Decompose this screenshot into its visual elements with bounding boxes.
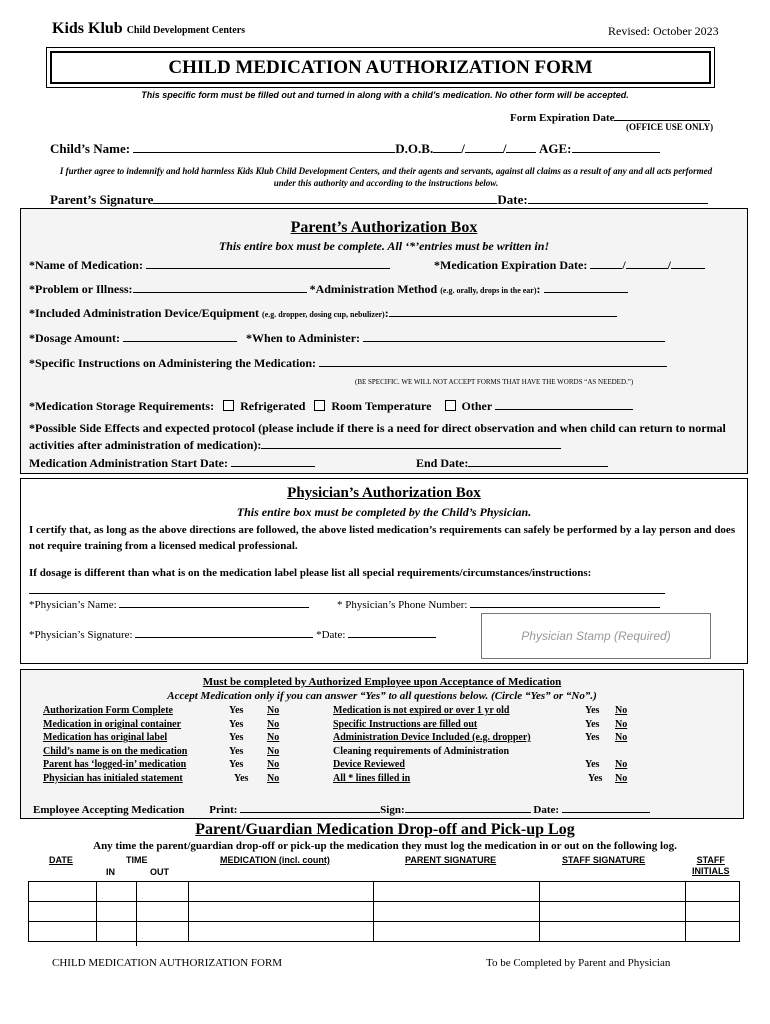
- checklist-item: Physician has initialed statement Yes No: [43, 772, 280, 784]
- dosage-diff-label: If dosage is different than what is on the medication label please list all special requirements/circumstances/instructions:: [29, 567, 592, 579]
- checklist-item: Cleaning requirements of Administration: [333, 745, 510, 757]
- yes-option[interactable]: Yes: [585, 759, 600, 770]
- log-title: Parent/Guardian Medication Drop-off and Pick-up Log: [195, 821, 575, 838]
- table-row: [29, 882, 740, 902]
- log-cell[interactable]: [29, 922, 97, 942]
- page-title: CHILD MEDICATION AUTHORIZATION FORM: [50, 51, 711, 84]
- other-checkbox[interactable]: [445, 400, 456, 411]
- sign-field[interactable]: [405, 800, 531, 813]
- log-cell[interactable]: [29, 882, 97, 902]
- exp-year-field[interactable]: [671, 256, 705, 269]
- instructions-field[interactable]: [319, 354, 667, 367]
- print-field[interactable]: [240, 800, 380, 813]
- checklist-item: Device Reviewed Yes No: [333, 759, 628, 770]
- log-cell[interactable]: [96, 922, 136, 942]
- subtitle-note: This specific form must be filled out and turned in along with a child’s medication. No other form will be accepted.: [141, 90, 629, 100]
- age-label: AGE:: [539, 141, 572, 156]
- log-cell[interactable]: [136, 902, 188, 922]
- log-header-staff-sig: STAFF SIGNATURE: [562, 855, 646, 865]
- brand-block: [52, 20, 245, 38]
- physician-date-label: *Date:: [316, 629, 346, 641]
- physician-box-subtitle: This entire box must be completed by the Child’s Physician.: [236, 505, 532, 519]
- yes-option[interactable]: Yes: [234, 772, 249, 784]
- checklist-item: Administration Device Included (e.g. dropper) Yes No: [333, 732, 628, 743]
- checklist-item: All * lines filled in Yes No: [333, 772, 628, 784]
- side-effects-label: *Possible Side Effects and expected protocol (please include if there is a need for direct observation and when child can return to normal activities after administration of medication):: [29, 421, 726, 452]
- log-header-out: OUT: [150, 867, 169, 877]
- log-cell[interactable]: [374, 922, 540, 942]
- start-date-label: Medication Administration Start Date:: [29, 456, 228, 470]
- physician-signature-label: *Physician’s Signature:: [29, 629, 133, 641]
- device-hint: (e.g. dropper, dosing cup, nebulizer): [262, 310, 385, 319]
- device-field[interactable]: [389, 304, 617, 317]
- other-label: Other: [461, 399, 492, 413]
- indemnify-text: I further agree to indemnify and hold harmless Kids Klub Child Development Centers, and their agents and servants, against all claims as a result of any and all acts performed under this authority and according to the instructions below.: [59, 166, 713, 188]
- log-cell[interactable]: [188, 922, 374, 942]
- checklist-item: Authorization Form Complete Yes No: [43, 705, 280, 716]
- employee-date-field[interactable]: [562, 800, 650, 813]
- device-label: *Included Administration Device/Equipment: [29, 306, 260, 320]
- other-storage-field[interactable]: [495, 397, 633, 410]
- no-option[interactable]: No: [267, 772, 280, 784]
- table-divider: [136, 942, 137, 946]
- physician-phone-field[interactable]: [470, 595, 660, 608]
- log-cell[interactable]: [686, 902, 740, 922]
- when-label: *When to Administer:: [246, 331, 361, 345]
- refrigerated-checkbox[interactable]: [223, 400, 234, 411]
- admin-method-field[interactable]: [544, 280, 628, 293]
- specific-note: (BE SPECIFIC. WE WILL NOT ACCEPT FORMS THAT HAVE THE WORDS “AS NEEDED.”): [355, 378, 634, 386]
- yes-option[interactable]: Yes: [585, 732, 600, 743]
- log-cell[interactable]: [686, 882, 740, 902]
- physician-authorization-box: [20, 478, 748, 664]
- checklist-item: Child’s name is on the medication Yes No: [43, 745, 280, 757]
- end-date-field[interactable]: [468, 454, 608, 467]
- instructions-label: *Specific Instructions on Administering the Medication:: [29, 356, 316, 370]
- parent-signature-row: [50, 191, 708, 208]
- employee-box-title: Must be completed by Authorized Employee upon Acceptance of Medication: [202, 676, 562, 688]
- exp-day-field[interactable]: [626, 256, 668, 269]
- table-row: [29, 902, 740, 922]
- log-cell[interactable]: [96, 902, 136, 922]
- no-option[interactable]: No: [267, 732, 280, 743]
- title-frame: [46, 47, 715, 88]
- end-date-row: [416, 454, 608, 471]
- log-cell[interactable]: [540, 922, 686, 942]
- admin-method-hint: (e.g. orally, drops in the ear): [440, 286, 537, 295]
- yes-option[interactable]: Yes: [229, 718, 244, 730]
- no-option[interactable]: No: [267, 718, 280, 730]
- parent-authorization-box: [20, 208, 748, 474]
- dosage-label: *Dosage Amount:: [29, 331, 121, 345]
- log-header-in: IN: [106, 867, 115, 877]
- refrigerated-label: Refrigerated: [240, 399, 306, 413]
- physician-phone-label: * Physician’s Phone Number:: [337, 599, 468, 611]
- checklist-item: Medication has original label Yes No: [43, 732, 280, 743]
- child-name-label: Child’s Name:: [50, 141, 131, 156]
- yes-option[interactable]: Yes: [588, 772, 603, 784]
- medication-name-field[interactable]: [146, 256, 390, 269]
- checklist-item: Parent has ‘logged-in’ medication Yes No: [43, 759, 280, 770]
- problem-row: *Problem or Illness: *Administration Method (e.g. orally, drops in the ear):: [29, 280, 628, 297]
- parent-date-field[interactable]: [528, 191, 708, 204]
- device-row: *Included Administration Device/Equipment (e.g. dropper, dosing cup, nebulizer):: [29, 304, 617, 321]
- when-field[interactable]: [363, 329, 665, 342]
- start-date-field[interactable]: [231, 454, 315, 467]
- employee-box-subtitle: Accept Medication only if you can answer “Yes” to all questions below. (Circle “Yes” or “No”.): [167, 690, 597, 702]
- physician-box-title: Physician’s Authorization Box: [287, 485, 481, 501]
- problem-field[interactable]: [133, 280, 307, 293]
- log-header-date: DATE: [49, 855, 73, 865]
- log-cell[interactable]: [374, 882, 540, 902]
- table-row: [29, 922, 740, 942]
- exp-month-field[interactable]: [590, 256, 622, 269]
- medication-name-row: [29, 256, 390, 273]
- yes-option[interactable]: Yes: [229, 759, 244, 770]
- checklist-item: Medication in original container Yes No: [43, 718, 280, 730]
- checklist-item: Medication is not expired or over 1 yr old Yes No: [333, 705, 628, 716]
- form-expiration-label: Form Expiration Date: [510, 112, 615, 124]
- no-option[interactable]: No: [267, 745, 280, 757]
- checklist-left: [43, 704, 279, 785]
- yes-option[interactable]: Yes: [585, 705, 600, 716]
- side-effects-row: [29, 421, 741, 453]
- room-temp-checkbox[interactable]: [314, 400, 325, 411]
- instructions-row: [29, 354, 667, 371]
- physician-date-field[interactable]: [348, 625, 436, 638]
- storage-label: *Medication Storage Requirements:: [29, 399, 215, 413]
- checklist-item: Specific Instructions are filled out Yes No: [333, 718, 628, 730]
- no-option[interactable]: No: [615, 759, 628, 770]
- footer-left: CHILD MEDICATION AUTHORIZATION FORM: [52, 957, 283, 969]
- employee-acceptance-box: [20, 669, 744, 819]
- expiration-row: *Medication Expiration Date: / /: [434, 256, 705, 273]
- physician-signature-row: [29, 625, 436, 641]
- log-cell[interactable]: [374, 902, 540, 922]
- start-date-row: [29, 454, 315, 471]
- office-use-note: (OFFICE USE ONLY): [626, 122, 714, 132]
- child-name-field[interactable]: [133, 140, 395, 153]
- dosage-field[interactable]: [123, 329, 237, 342]
- employee-accepting-row: [33, 800, 650, 816]
- log-cell[interactable]: [188, 882, 374, 902]
- no-option[interactable]: No: [267, 705, 280, 716]
- yes-option[interactable]: Yes: [229, 732, 244, 743]
- medication-name-label: *Name of Medication:: [29, 258, 143, 272]
- physician-phone-row: [337, 595, 660, 611]
- log-cell[interactable]: [686, 922, 740, 942]
- side-effects-field[interactable]: [261, 436, 561, 449]
- physician-name-field[interactable]: [119, 595, 309, 608]
- no-option[interactable]: No: [615, 732, 628, 743]
- log-subtitle: Any time the parent/guardian drop-off or pick-up the medication they must log the medication in or out on the following log.: [93, 840, 677, 852]
- revised-date: Revised: October 2023: [608, 24, 719, 38]
- age-field[interactable]: [572, 140, 660, 153]
- dob-month-field[interactable]: [433, 140, 461, 153]
- problem-label: *Problem or Illness:: [29, 282, 133, 296]
- dob-day-field[interactable]: [465, 140, 503, 153]
- log-cell[interactable]: [540, 882, 686, 902]
- physician-name-label: *Physician’s Name:: [29, 599, 117, 611]
- storage-row: [29, 397, 633, 414]
- log-header-medication: MEDICATION (incl. count): [220, 855, 330, 865]
- footer-right: To be Completed by Parent and Physician: [486, 957, 671, 969]
- physician-name-row: [29, 595, 309, 611]
- log-header-parent-sig: PARENT SIGNATURE: [405, 855, 497, 865]
- admin-method-label: *Administration Method: [309, 282, 438, 296]
- yes-option[interactable]: Yes: [585, 718, 600, 730]
- parent-signature-label: Parent’s Signature: [50, 192, 154, 207]
- yes-option[interactable]: Yes: [229, 745, 244, 757]
- brand-name: Kids Klub: [52, 20, 123, 37]
- employee-label: Employee Accepting Medication: [33, 804, 185, 816]
- physician-signature-field[interactable]: [135, 625, 313, 638]
- brand-subtitle: Child Development Centers: [126, 25, 246, 36]
- physician-certify-text: I certify that, as long as the above directions are followed, the above listed medication’s requirements can safely be performed by a lay person and does not require training from a licensed medical professional.: [29, 524, 736, 552]
- yes-option[interactable]: Yes: [229, 705, 244, 716]
- checklist-right: [333, 704, 627, 785]
- log-header-time: TIME: [126, 855, 148, 865]
- no-option[interactable]: No: [615, 718, 628, 730]
- sign-label: Sign:: [380, 804, 405, 816]
- log-cell[interactable]: [29, 902, 97, 922]
- parent-box-title: Parent’s Authorization Box: [290, 219, 478, 236]
- medication-log-table: [28, 881, 740, 942]
- dosage-row: [29, 329, 665, 346]
- end-date-label: End Date:: [416, 456, 469, 470]
- log-cell[interactable]: [540, 902, 686, 922]
- log-cell[interactable]: [136, 882, 188, 902]
- no-option[interactable]: No: [267, 759, 280, 770]
- no-option[interactable]: No: [615, 705, 628, 716]
- room-temp-label: Room Temperature: [331, 399, 432, 413]
- child-info-row: Child’s Name: D.O.B. / / AGE:: [50, 140, 660, 157]
- physician-stamp-label: Physician Stamp (Required): [521, 629, 671, 643]
- print-label: Print:: [209, 804, 238, 816]
- dob-year-field[interactable]: [506, 140, 536, 153]
- parent-signature-field[interactable]: [153, 191, 497, 204]
- no-option[interactable]: No: [615, 772, 628, 784]
- expiration-date-label: *Medication Expiration Date:: [434, 258, 588, 272]
- form-expiration-field[interactable]: [614, 108, 710, 121]
- parent-box-subtitle: This entire box must be complete. All ‘*’entries must be written in!: [218, 239, 550, 253]
- log-header-staff-initials: STAFF INITIALS: [692, 855, 730, 876]
- physician-stamp-area[interactable]: [481, 613, 711, 659]
- dob-label: D.O.B.: [395, 141, 434, 156]
- parent-date-label: Date:: [497, 192, 528, 207]
- log-cell[interactable]: [188, 902, 374, 922]
- employee-date-label: Date:: [533, 804, 560, 816]
- log-cell[interactable]: [136, 922, 188, 942]
- dosage-diff-field[interactable]: [29, 593, 665, 594]
- log-cell[interactable]: [96, 882, 136, 902]
